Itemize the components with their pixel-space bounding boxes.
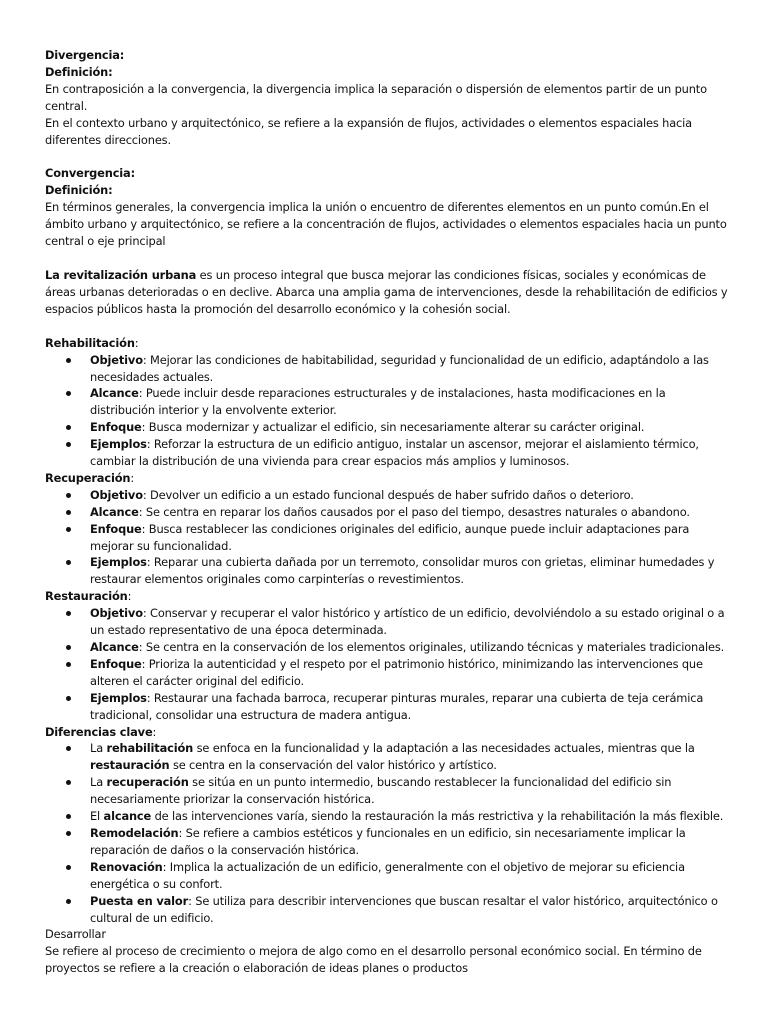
convergencia-title: Convergencia: [45,166,135,181]
diferencias-list [45,740,728,926]
revitalizacion-paragraph: La revitalización urbana es un proceso integral que busca mejorar las condiciones físicas, sociales y económicas de áreas urbanas deterioradas o en declive. Abarca una amplia gama de intervenciones, desde la rehabilitación de edificios y espacios públicos hasta la promoción del desarrollo económico y la cohesión social. [45,267,728,316]
list-item: Puesta en valor: Se utiliza para describir intervenciones que buscan resaltar el valor histórico, arquitectónico o cultural de un edificio. [90,893,728,927]
rehabilitacion-heading: Rehabilitación: [45,335,139,350]
restauracion-list [45,605,728,723]
recuperacion-heading: Recuperación: [45,470,135,485]
list-item: Enfoque: Busca modernizar y actualizar el edificio, sin necesariamente alterar su carácter original. [90,419,728,436]
list-item: Ejemplos: Reparar una cubierta dañada por un terremoto, consolidar muros con grietas, eliminar humedades y restaurar elementos originales como carpinterías o revestimientos. [90,554,728,588]
list-item: El alcance de las intervenciones varía, siendo la restauración la más restrictiva y la rehabilitación la más flexible. [90,808,728,825]
divergencia-text-1: En contraposición a la convergencia, la divergencia implica la separación o dispersión de elementos partir de un punto central. [45,81,707,113]
list-item: Objetivo: Conservar y recuperar el valor histórico y artístico de un edificio, devolviéndolo a su estado original o a un estado representativo de una época determinada. [90,605,728,639]
divergencia-title: Divergencia: [45,48,125,62]
list-item: Ejemplos: Restaurar una fachada barroca, recuperar pinturas murales, reparar una cubierta de teja cerámica tradicional, consolidar una estructura de madera antigua. [90,690,728,724]
divergencia-text-2: En el contexto urbano y arquitectónico, se refiere a la expansión de flujos, actividades o elementos espaciales hacia diferentes direcciones. [45,115,693,147]
list-item: Enfoque: Prioriza la autenticidad y el respeto por el patrimonio histórico, minimizando las intervenciones que alteren el carácter original del edificio. [90,656,728,690]
list-item: Alcance: Se centra en reparar los daños causados por el paso del tiempo, desastres naturales o abandono. [90,504,728,521]
list-item: Renovación: Implica la actualización de un edificio, generalmente con el objetivo de mejorar su eficiencia energética o su confort. [90,859,728,893]
list-item: Objetivo: Mejorar las condiciones de habitabilidad, seguridad y funcionalidad de un edificio, adaptándolo a las necesidades actuales. [90,352,728,386]
revitalizacion-term: La revitalización urbana [45,267,197,282]
restauracion-heading: Restauración: [45,589,132,604]
list-item: Ejemplos: Reforzar la estructura de un edificio antiguo, instalar un ascensor, mejorar el aislamiento térmico, cambiar la distribución de una vivienda para crear espacios más amplios y luminosos. [90,436,728,470]
convergencia-definition-label: Definición: [45,183,113,198]
list-item: Alcance: Se centra en la conservación de los elementos originales, utilizando técnicas y materiales tradicionales. [90,639,728,656]
list-item: La recuperación se sitúa en un punto intermedio, buscando restablecer la funcionalidad del edificio sin necesariamente priorizar la conservación histórica. [90,774,728,808]
convergencia-text: En términos generales, la convergencia implica la unión o encuentro de diferentes elementos en un punto común.En el ámbito urbano y arquitectónico, se refiere a la concentración de flujos, actividades o elementos espaciales hacia un punto central o eje principal [45,200,727,249]
diferencias-heading: Diferencias clave: [45,724,157,739]
rehabilitacion-list [45,352,728,470]
list-item: Enfoque: Busca restablecer las condiciones originales del edificio, aunque puede incluir adaptaciones para mejorar su funcionalidad. [90,521,728,555]
list-item: Objetivo: Devolver un edificio a un estado funcional después de haber sufrido daños o deterioro. [90,487,728,504]
recuperacion-list [45,487,728,588]
desarrollar-title: Desarrollar [45,927,106,942]
divergencia-definition-label: Definición: [45,64,113,79]
desarrollar-text: Se refiere al proceso de crecimiento o mejora de algo como en el desarrollo personal económico social. En término de proyectos se refiere a la creación o elaboración de ideas planes o productos [45,944,702,976]
list-item: La rehabilitación se enfoca en la funcionalidad y la adaptación a las necesidades actuales, mientras que la restauración se centra en la conservación del valor histórico y artístico. [90,740,728,774]
list-item: Alcance: Puede incluir desde reparaciones estructurales y de instalaciones, hasta modificaciones en la distribución interior y la envolvente exterior. [90,385,728,419]
list-item: Remodelación: Se refiere a cambios estéticos y funcionales en un edificio, sin necesariamente implicar la reparación de daños o la conservación histórica. [90,825,728,859]
